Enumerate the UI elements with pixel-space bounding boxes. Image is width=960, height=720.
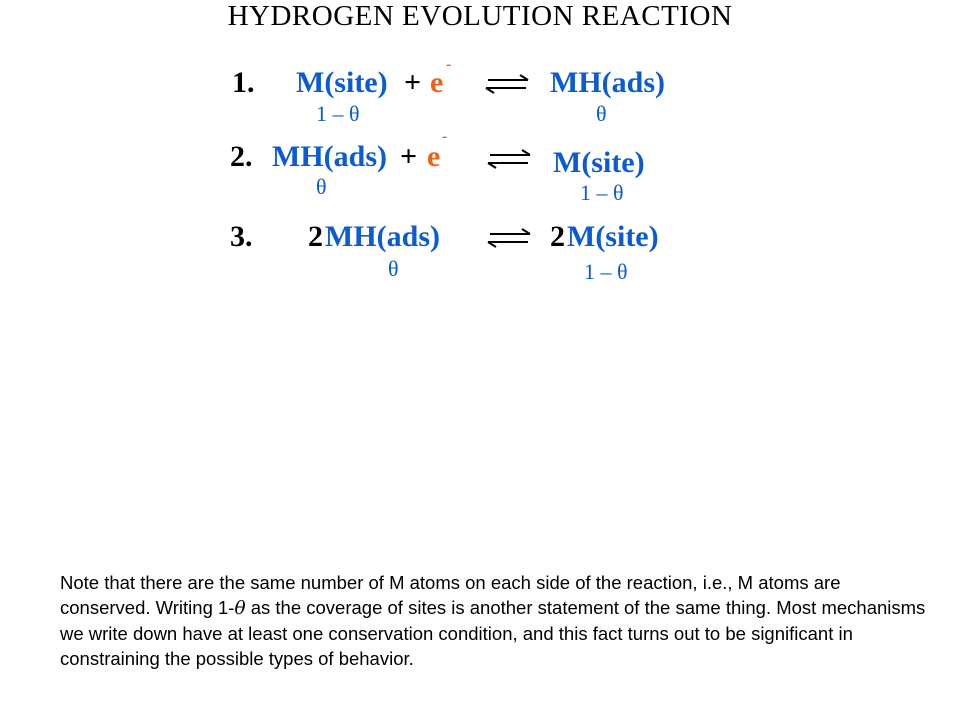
plus-sign: + — [404, 66, 422, 99]
reaction-number: 2. — [230, 140, 253, 173]
reaction-number: 3. — [230, 220, 253, 253]
electron: e — [427, 140, 441, 173]
product-coverage: θ — [596, 101, 607, 126]
note-text-part2: as the coverage of sites is another statement of the same thing. Most mechanisms we write down have at least one conservation condition, and this fact turns out to be significant in constraining the possible types of behavior. — [60, 597, 926, 669]
reactant-coverage: θ — [388, 256, 399, 281]
reactant-coverage: 1 – θ — [316, 101, 360, 126]
equilibrium-arrows-icon — [486, 228, 532, 248]
product-coverage: 1 – θ — [580, 180, 624, 205]
plus-sign: + — [400, 140, 418, 173]
note-theta: θ — [234, 598, 246, 619]
electron-charge: - — [446, 56, 452, 73]
reactant-species: MH(ads) — [325, 220, 440, 253]
electron: e — [430, 66, 444, 99]
electron-charge: - — [442, 128, 448, 145]
page-title: HYDROGEN EVOLUTION REACTION — [227, 0, 733, 32]
explanatory-note — [60, 570, 930, 671]
product-coefficient: 2 — [550, 220, 565, 253]
reaction-number: 1. — [232, 66, 255, 99]
reactant-species: MH(ads) — [272, 140, 387, 173]
note-text-part1: Note that there are the same number of M atoms on each side of the reaction, i.e., M atoms are conserved. Writing 1- — [60, 572, 841, 618]
reactant-coverage: θ — [316, 174, 327, 199]
reactant-coefficient: 2 — [308, 220, 323, 253]
reactant-species: M(site) — [296, 66, 388, 99]
product-species: MH(ads) — [550, 66, 665, 99]
equilibrium-arrows-icon — [484, 74, 530, 94]
equilibrium-arrows-icon — [486, 149, 532, 169]
product-coverage: 1 – θ — [584, 259, 628, 284]
product-species: M(site) — [553, 146, 645, 179]
product-species: M(site) — [567, 220, 659, 253]
